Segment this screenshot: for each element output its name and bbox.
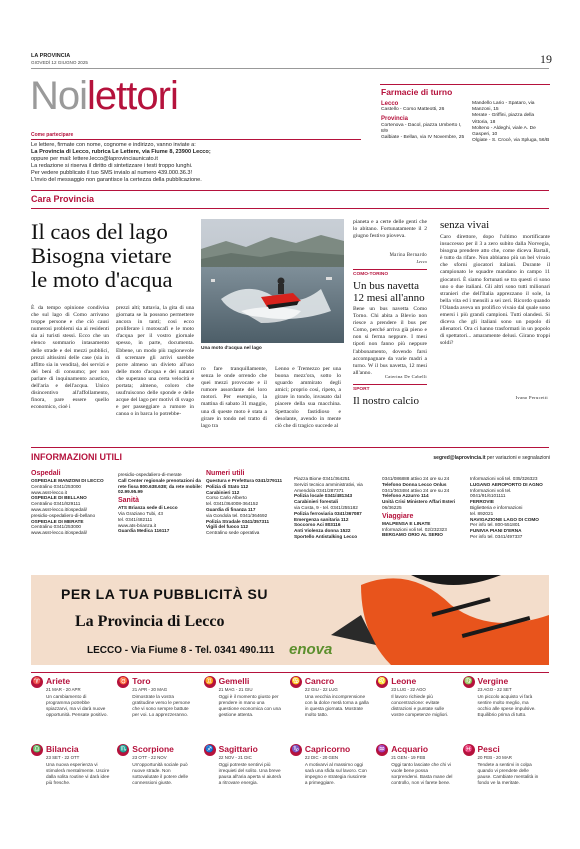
article2-headline xyxy=(353,280,425,304)
info-line: Informazioni voli tel. 02/232323 xyxy=(382,526,447,532)
info-line: Anti Violenza donna 1522 xyxy=(294,528,351,534)
howto-line: La redazione si riserva il diritto di sintetizzare i testi troppo lunghi. xyxy=(31,163,193,169)
zodiac-sign-icon: ♎ xyxy=(31,744,43,756)
zodiac-sign-icon: ♌ xyxy=(376,676,388,688)
info-line: NAVIGAZIONE LAGO DI COMO xyxy=(470,516,539,522)
pharmacy-item: Cortenova - Dacol, piazza Umberto I, 8/9 xyxy=(381,122,462,134)
zodiac-sign-icon: ♊ xyxy=(204,676,216,688)
article2-body: Bene un bus navetta Como Torno. Chi abita a Blevio non riesce a prendere il bus per Como, perché arriva già pieno e non si ferma neppure. I mesi tipoti non fanno più neppure l'abbonamento, dovendo farsi accompagnare da varie madri a turno. W il bus navetta, 12 mesi all'anno. xyxy=(353,306,427,376)
info-contact-line xyxy=(390,455,550,461)
zodiac-sign-text: Un cambiamento di programma potrebbe spiazzarvi, ma vi darà nuove opportunità. Pensate positivo. xyxy=(46,694,108,717)
zodiac-sign-dates: 23 OTT - 22 NOV xyxy=(132,755,167,760)
cara-rule-bottom xyxy=(31,208,549,209)
article-photo xyxy=(201,219,344,343)
pharmacy-item: Merate - Griffini, piazza della Vittoria, 18 xyxy=(472,113,535,125)
info-line: Telefono Azzurro 114 xyxy=(382,493,429,499)
info-heading: Sanità xyxy=(118,497,140,505)
info-line: Per info tel. 800-551801 xyxy=(470,522,521,528)
article3-signature: Ivano Perucetti xyxy=(515,395,548,400)
zodiac-sign-icon: ♈ xyxy=(31,676,43,688)
zodiac-sign-name: Sagittario xyxy=(218,744,258,754)
zodiac-sign-name: Pesci xyxy=(477,744,500,754)
article1-col5: pianeta e a certe delle genti che lo abitano. Fortunatamente il 2 giugno festivo pioveva. xyxy=(353,219,427,240)
zodiac-sign-icon: ♑ xyxy=(290,744,302,756)
info-line: LUGANO AEROPORTO DI AGNO xyxy=(470,481,543,487)
howto-line: Le lettere, firmate con nome, cognome e indirizzo, vanno inviate a: xyxy=(31,142,196,148)
article2-rule xyxy=(353,269,427,270)
zodiac-sign-name: Ariete xyxy=(46,676,71,686)
ad-headline: PER LA TUA PUBBLICITÀ SU xyxy=(61,586,268,602)
zodiac-sign-dates: 21 GEN - 19 FEB xyxy=(391,755,426,760)
pharmacy-item: Mandello Lario - Spataro, via Manzoni, 15 xyxy=(472,101,535,113)
jet-ski-photo xyxy=(201,219,344,343)
ad-brand: La Provincia di Lecco xyxy=(75,613,225,630)
howto-label: Come partecipare xyxy=(31,132,74,138)
zodiac-sign-icon: ♒ xyxy=(376,744,388,756)
info-line: tel. 0341/364008-364152 xyxy=(206,501,259,507)
info-line: Via Graziano Tubi, 43 xyxy=(118,510,163,516)
article1-headline xyxy=(31,220,173,292)
info-line: Soccorso Aci 803116 xyxy=(294,522,341,528)
zodiac-sign-text: Un piccolo acquisto vi farà sentire molto meglio, ma occhio alle spese impulsive. Equilibrio prima di tutto. xyxy=(477,694,536,717)
howto-line: La Provincia di Lecco, rubrica Le Lettere, via Fiume 8, 23900 Lecco; xyxy=(31,149,211,155)
info-line: www.ats-brianza.it xyxy=(118,522,157,528)
info-line: www.asst-lecco.it/ospedali/ xyxy=(31,530,88,536)
zodiac-sign-dates: 23 LUG - 22 AGO xyxy=(391,687,426,692)
info-line: Carabinieri forestali xyxy=(294,499,339,505)
zodiac-sign-name: Scorpione xyxy=(132,744,174,754)
pharmacy-item: Olgiate - S. Crocè, via Spluga, 56/B xyxy=(472,138,550,144)
horoscope-grid xyxy=(31,676,549,842)
info-line: Biglietteria e informazioni xyxy=(470,504,523,510)
zodiac-sign-dates: 23 AGO - 22 SET xyxy=(477,687,512,692)
info-heading: Ospedali xyxy=(31,470,61,477)
info-line: tel. 892021 xyxy=(470,510,494,516)
headline-line: Bisogna vietare xyxy=(31,243,172,268)
zodiac-sign-text: Il lavoro richiede più concentrazione: evitate distrazioni e puntate sulle vostre competenze migliori. xyxy=(391,694,449,717)
zodiac-sign-text: Una vecchia incomprensione con la dolce metà torna a galla in questa giornata. Mostrate molto tatto. xyxy=(304,694,369,717)
info-line: 0341/363484 attivo 24 ore su 24 xyxy=(382,487,450,493)
ad-banner[interactable] xyxy=(31,575,549,665)
article1-col3: ro fare tranquillamente, senza le onde orrendo che quei mezzi provocate e il rumore assordante dei loro motori. Per esempio, la mattina di sabato 31 maggio, una di queste moto è stata a girare in tondo nel tratto di lago tra xyxy=(201,366,267,429)
horoscope-rule xyxy=(31,672,549,673)
info-rule xyxy=(31,447,549,448)
zodiac-sign-text: Dimostrate la vostra gratitudine verso le persone che vi sono sempre battute per voi. Lo apprezzeranno. xyxy=(132,694,191,717)
page-number: 19 xyxy=(540,52,552,66)
info-line: Telefono Donna Lecco Onlus xyxy=(382,481,447,487)
info-line: Questura e Prefettura 0341/279111 xyxy=(206,478,283,483)
info-col5 xyxy=(382,476,466,538)
zodiac-sign-text: Un'opportunità sociale può nuove strade. Non sottovalutate il potere delle connessioni giuste. xyxy=(132,762,189,785)
info-line: Vigili del fuoco 112 xyxy=(206,524,249,530)
zodiac-sign-icon: ♓ xyxy=(463,744,475,756)
article1-signature: Marina Bernardo xyxy=(389,253,427,258)
info-line: FUNIVIA PIANI D'ERNA xyxy=(470,528,522,534)
info-col2 xyxy=(118,472,204,534)
zodiac-sign-icon: ♉ xyxy=(117,676,129,688)
pharmacy-title: Farmacie di turno xyxy=(381,87,453,97)
zodiac-sign-dates: 21 MAG - 21 GIU xyxy=(218,687,253,692)
info-line: Amendola 0341/287371 xyxy=(294,487,344,493)
pharmacy-provincia-label: Provincia xyxy=(381,116,409,123)
pharmacy-lecco: Castello - Corso Matteotti, 26 xyxy=(381,107,445,113)
info-line: tel. 0341/482111 xyxy=(118,516,153,522)
info-line: www.asst-lecco.it/ospedali/ xyxy=(31,506,88,512)
info-line: via Gondola tel. 0341/364692 xyxy=(206,512,268,518)
zodiac-sign-icon: ♋ xyxy=(290,676,302,688)
info-line: Polizia di Stato 112 xyxy=(206,483,249,489)
masthead-date: GIOVEDÌ 12 GIUGNO 2025 xyxy=(31,60,88,65)
info-contact[interactable]: segred@laprovincia.it xyxy=(433,455,486,461)
pharmacy-item: Galbiate - Bellan, via IV Novembre, 25 xyxy=(381,135,465,141)
info-line: OSPEDALE DI BELLANO xyxy=(31,495,87,501)
info-heading: Numeri utili xyxy=(206,470,245,477)
info-line: 0041/91/6101111 xyxy=(470,493,506,499)
info-line: presidio-ospedaliero-di-merate xyxy=(118,472,182,477)
howto-rule xyxy=(31,139,361,140)
info-line: Corso Carlo Alberto xyxy=(206,495,247,501)
info-line: Informazioni voli tel. 035/326323 xyxy=(470,476,538,481)
zodiac-sign-icon: ♐ xyxy=(204,744,216,756)
zodiac-sign-name: Capricorno xyxy=(304,744,351,754)
headline-line: 12 mesi all'anno xyxy=(353,292,425,304)
cara-rule-top xyxy=(31,190,549,191)
howto-line: oppure per mail: lettere.lecco@laprovinciaunicato.it xyxy=(31,156,158,162)
info-line: Centralino sede operativa xyxy=(206,530,260,536)
article1-place: Lecco xyxy=(416,259,427,264)
article2-label: COMO-TORINO xyxy=(353,272,389,277)
zodiac-sign-dates: 22 NOV - 21 DIC xyxy=(218,755,252,760)
sport-label: SPORT xyxy=(353,387,370,392)
howto-line: Per vedere pubblicato il tuo SMS invialo al numero 439.000.36.3! xyxy=(31,170,193,176)
zodiac-sign-dates: 20 FEB - 20 MAR xyxy=(477,755,512,760)
zodiac-sign-text: Tendete a sentirvi in colpa quando vi prendete delle pause. Cambiate mentalità in fondo ve la meritate. xyxy=(477,762,539,785)
info-line: OSPEDALE DI MERATE xyxy=(31,518,84,524)
info-line: FERROVIE xyxy=(470,499,494,505)
zodiac-sign-text: Una nuova esperienza vi stimolerà mentalmente. Uscire dalla solita routine vi darà idee più fresche. xyxy=(46,762,110,785)
headline-line: Il caos del lago xyxy=(31,219,168,244)
zodiac-sign-dates: 22 DIC - 20 GEN xyxy=(304,755,339,760)
info-line: Centralino 0341/829111 xyxy=(31,501,81,507)
info-line: Unità Crisi Ministero Affari Esteri xyxy=(382,499,456,505)
pharmacy-col2 xyxy=(472,101,550,144)
headline-line: le moto d'acqua xyxy=(31,267,173,292)
zodiac-sign-name: Acquario xyxy=(391,744,429,754)
info-col1 xyxy=(31,470,115,536)
howto-text xyxy=(31,142,361,184)
zodiac-sign-dates: 22 GIU - 22 LUG xyxy=(304,687,338,692)
info-line: Call Center regionale prenotazioni da rete fissa 800.638.638; da rete mobile: 02.99.95.99 xyxy=(118,477,203,495)
zodiac-sign-icon: ♏ xyxy=(117,744,129,756)
info-line: Emergenza sanitaria 112 xyxy=(294,516,349,522)
zodiac-sign-text: Oggi tanto lasciate che chi vi vuole bene possa sorprendervi. Basta mane del controllo, non vi farete bene. xyxy=(391,762,453,785)
info-col4 xyxy=(294,476,380,540)
zodiac-sign-dates: 23 SET - 22 OTT xyxy=(46,755,80,760)
cara-provincia-label: Cara Provincia xyxy=(31,194,95,204)
info-line: Centralino 0341/253000 xyxy=(31,524,82,530)
pharmacy-lecco-label: Lecco xyxy=(381,101,399,107)
sport-headline: Il nostro calcio xyxy=(353,395,419,407)
info-line: 06/36225 xyxy=(382,504,402,510)
zodiac-sign-text: A motivarvi al massimo oggi sarà una sfida sul lavoro. Con impegno e strategia riuscirete a primeggiare. xyxy=(304,762,367,785)
info-line: presidio-ospedaliero-di-bellano xyxy=(31,512,96,518)
top-rule xyxy=(31,68,549,69)
zodiac-sign-text: Oggi potreste sentirvi più irrequieti del solito. Una breve pausa all'aria aperta vi aiuterà a ritrovare energia. xyxy=(218,762,281,785)
info-line: Per info tel. 0341/497337 xyxy=(470,533,523,539)
zodiac-sign-dates: 21 APR - 20 MAG xyxy=(132,687,168,692)
article2-signature: Caterina De Cabelli xyxy=(384,374,427,379)
info-line: www.asst-lecco.it xyxy=(31,489,67,495)
info-line: Informazioni voli tel. xyxy=(470,487,512,493)
zodiac-sign-name: Toro xyxy=(132,676,151,686)
ad-logo: enova xyxy=(289,641,333,658)
info-line: Polizia locale 0341/481343 xyxy=(294,493,353,499)
zodiac-sign-name: Cancro xyxy=(304,676,335,686)
info-line: Guardia di finanza 117 xyxy=(206,506,256,512)
article1-col2: prezzi alti; tuttavia, la gita di una giornata se la possono permettere ancora in tanti; cosi ecco proliferare i motoscafi e le moto d'acqua per il vostro giornale spesso, in parte, documenta. Ebbene, un modo più ragionevole di scremare gli arrivi sarebbe porre almeno un divieto all'uso delle moto d'acqua e dei natanti che superano una certa velocità e portata; almeno, coloro che usufruiscono delle sponde e delle acque del lago per motivi di svago e per passeggiare a rumore in canoa o in barca lo potrebbe- xyxy=(116,305,194,418)
info-line: Guardia Medica 116117 xyxy=(118,528,170,534)
info-col3 xyxy=(206,470,292,536)
zodiac-sign-name: Vergine xyxy=(477,676,509,686)
article1-col1: È da tempo opinione condivisa che sul lago di Como arrivano troppe persone e che ciò causi numerosi problemi sia ai residenti sia ai turisti stessi. Ecco che un elenco sommario intasamento delle strade e dei mezzi pubblici, prezzi altissimi delle case (sia in affitto sia in vendita), dei servizi e dei beni di consumo; per non parlare di inquinamento acustico, dell'aria e dell'acqua. Unico disincentivo all'affollamento, finora, pare essere quello economico, cioè i xyxy=(31,305,109,411)
pharmacy-rule xyxy=(380,84,550,85)
info-line: OSPEDALE MANZONI DI LECCO xyxy=(31,478,104,483)
sport-rule xyxy=(353,384,427,385)
section-title-lettori: lettori xyxy=(87,74,178,118)
article1-col4: Lenno e Tremezzo per una buona mezz'ora, sotto lo sguardo ammirato degli amici; proprio così, ripeto, a girare in tondo, invasato dal piacere della sua macchina. Spettacolo fastidioso e desolante, avendo in mente ciò che di tragico succede al xyxy=(275,366,341,429)
info-line: BERGAMO ORIO AL SERIO xyxy=(382,532,443,538)
howto-box xyxy=(31,132,361,184)
article3-headline: senza vivai xyxy=(440,219,490,231)
info-line: MALPENSA E LINATE xyxy=(382,520,431,526)
zodiac-sign-text: Oggi è il momento giusto per prendere in mano una questione economica con una gestione attenta. xyxy=(218,694,281,717)
info-line: Polizia ferroviaria 0341/367087 xyxy=(294,510,362,516)
article3-body: Caro direttore, dopo l'ultimo mortificante insuccesso per il 3 a zero subito dalla Norvegia, bisogna prendere atto che, come diceva Bartali, è tutto da rifare. Non abbiamo più un bel vivaio che sforni giocatori italiani. Durante il campionato le squadre mandano in campo 11 giocatori. È siamo fortunati se tra questi ci sono uno o due italiani. Gli altri sono tutti milionari stranieri che dell'Italia apprezzano il sole, la bella vita ed i mensili a sei zeri. Ricordo quando l'Olanda aveva un prolifico vivaio dal quale sono emersi i più grandi campioni. Tutti olandesi. Si diceva che gli italiani sono un popolo di allenatori. Ora ci hanno trasformati in un popolo di spettatori... amaramente delusi. Girano troppi soldi? xyxy=(440,234,550,347)
zodiac-sign-dates: 21 MAR - 20 APR xyxy=(46,687,81,692)
ad-address: LECCO - Via Fiume 8 - Tel. 0341 490.111 xyxy=(87,645,275,656)
info-line: 0341/086888 attivo 24 ore su 24 xyxy=(382,476,450,481)
zodiac-sign-name: Gemelli xyxy=(218,676,250,686)
info-line: Servizi tecnico amministrativi, via xyxy=(294,481,363,487)
info-line: Piazza Bione 0341/364251 xyxy=(294,476,351,481)
info-heading: Viaggiare xyxy=(382,512,414,520)
howto-line: L'invio del messaggio non garantisce la certezza della pubblicazione. xyxy=(31,177,202,183)
info-line: ATS Brianza sede di Lecco xyxy=(118,505,178,511)
pharmacy-col1 xyxy=(381,101,469,141)
info-line: Centralino 0341/253000 xyxy=(31,483,82,489)
info-contact-suffix: per variazioni e segnalazioni xyxy=(486,455,550,461)
info-col6 xyxy=(470,476,550,540)
info-title: INFORMAZIONI UTILI xyxy=(31,452,122,462)
info-line: Carabinieri 112 xyxy=(206,489,240,495)
pharmacy-item: Molteno - Aldeghi, viale A. De Gasperi, 10 xyxy=(472,125,536,138)
zodiac-sign-name: Bilancia xyxy=(46,744,79,754)
masthead-paper: LA PROVINCIA xyxy=(31,53,71,59)
headline-line: Un bus navetta xyxy=(353,280,419,292)
zodiac-sign-icon: ♍ xyxy=(463,676,475,688)
section-title-noi: Noi xyxy=(30,74,88,118)
section-title xyxy=(30,74,178,118)
photo-caption: Una moto d'acqua nel lago xyxy=(201,346,262,351)
info-line: Polizia Stradale 0341/357311 xyxy=(206,518,270,524)
info-line: via Costa, 9 - tel. 0341/255182 xyxy=(294,504,358,510)
info-line: Sportello Antistalking Lecco xyxy=(294,533,358,539)
zodiac-sign-name: Leone xyxy=(391,676,417,686)
